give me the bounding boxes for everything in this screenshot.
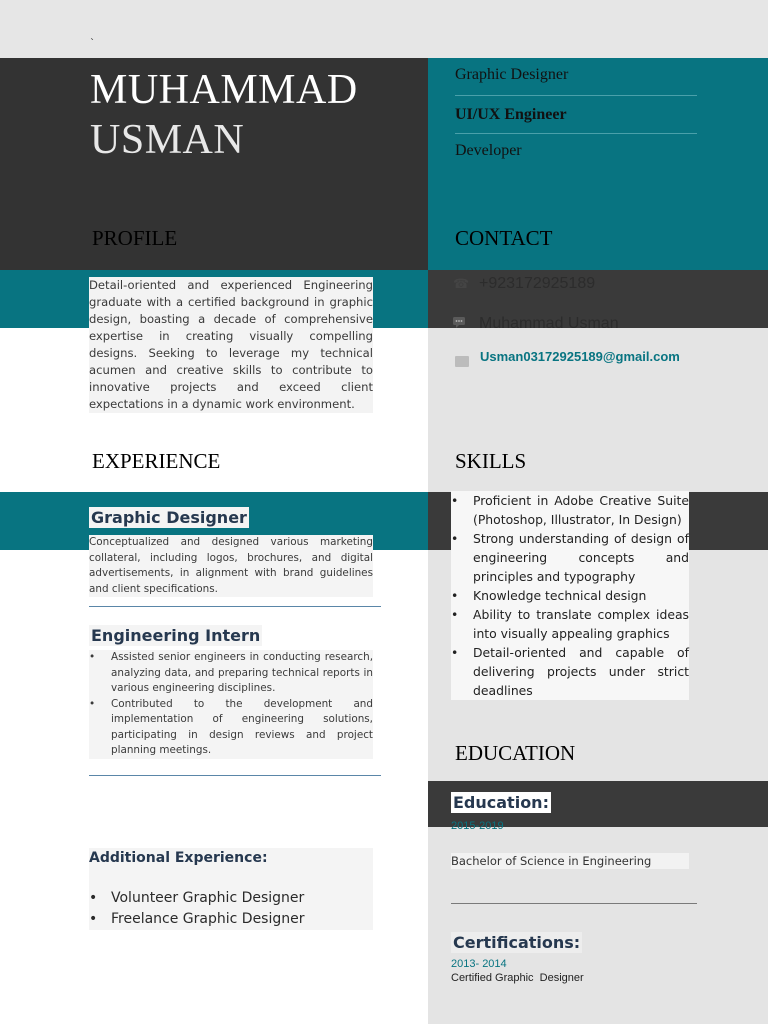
- first-name: MUHAMMAD: [90, 67, 358, 113]
- email-link[interactable]: Usman03172925189@gmail.com: [480, 349, 680, 364]
- stray-tick-mark: `: [90, 38, 95, 49]
- certification-years: 2013- 2014: [451, 958, 507, 970]
- role-developer: Developer: [455, 142, 522, 159]
- intern-bullet-list: [89, 650, 373, 759]
- phone-number: +923172925189: [479, 275, 596, 292]
- additional-experience-list: [89, 888, 369, 929]
- list-item: • Contributed to the development and implementation of engineering solutions, participating in design reviews and project planning meetings.: [89, 697, 373, 759]
- list-item: • Proficient in Adobe Creative Suite (Photoshop, Illustrator, In Design): [451, 491, 689, 529]
- job-title-graphic-designer: Graphic Designer: [91, 508, 247, 527]
- phone-icon: ☎: [453, 276, 470, 291]
- additional-experience-heading: Additional Experience:: [89, 850, 268, 866]
- mail-icon: [455, 356, 469, 367]
- list-item: • Freelance Graphic Designer: [89, 909, 369, 930]
- list-item: • Knowledge technical design: [451, 586, 689, 605]
- profile-summary: Detail-oriented and experienced Engineering graduate with a certified background in graphic design, boasting a decade of comprehensive expertise in creating visually compelling designs. Seeking to leverage my technical acumen and creative skills to contribute to innovative projects and exceed client expectations in a dynamic work environment.: [89, 278, 373, 411]
- contact-full-name: Muhammad Usman: [479, 315, 619, 332]
- experience-heading: EXPERIENCE: [92, 449, 221, 473]
- job-description-graphic-designer: Conceptualized and designed various marketing collateral, including logos, brochures, and digital advertisements, in alignment with brand guidelines and client specifications.: [89, 535, 373, 597]
- certifications-label: Certifications:: [453, 933, 581, 952]
- top-strip: [0, 0, 768, 58]
- education-years: 2015-2019: [451, 820, 504, 832]
- list-item: • Assisted senior engineers in conducting research, analyzing data, and preparing technical reports in various engineering disciplines.: [89, 650, 373, 697]
- job-title-engineering-intern: Engineering Intern: [91, 626, 261, 645]
- skills-list: [451, 491, 689, 700]
- education-divider: [451, 903, 697, 904]
- role-divider: [455, 133, 697, 134]
- profile-heading: PROFILE: [92, 226, 178, 250]
- last-name: USMAN: [90, 117, 245, 163]
- education-degree: Bachelor of Science in Engineering: [451, 853, 689, 869]
- chat-icon: [453, 316, 469, 331]
- role-graphic-designer: Graphic Designer: [455, 66, 569, 83]
- skills-heading: SKILLS: [455, 449, 527, 473]
- list-item: • Detail-oriented and capable of delivering projects under strict deadlines: [451, 643, 689, 700]
- experience-divider: [89, 606, 381, 607]
- contact-phone[interactable]: [453, 275, 689, 293]
- education-heading: EDUCATION: [455, 741, 576, 765]
- contact-name: [453, 315, 689, 333]
- contact-heading: CONTACT: [455, 226, 553, 250]
- education-label: Education:: [453, 793, 549, 812]
- certification-name: Certified Graphic Designer: [451, 972, 584, 984]
- experience-divider: [89, 775, 381, 776]
- role-uiux-engineer: UI/UX Engineer: [455, 106, 567, 123]
- list-item: • Ability to translate complex ideas into visually appealing graphics: [451, 605, 689, 643]
- list-item: • Volunteer Graphic Designer: [89, 888, 369, 909]
- list-item: • Strong understanding of design of engineering concepts and principles and typography: [451, 529, 689, 586]
- role-divider: [455, 95, 697, 96]
